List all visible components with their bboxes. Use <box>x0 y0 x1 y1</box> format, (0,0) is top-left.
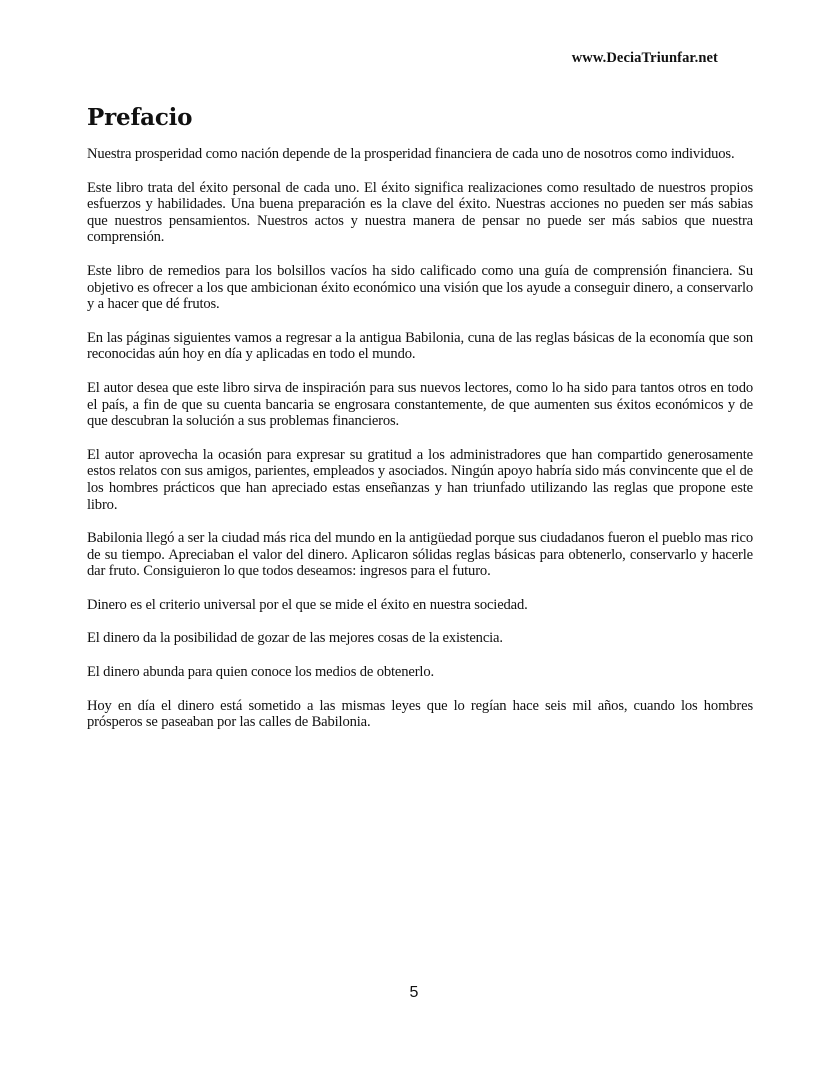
paragraph-7: Babilonia llegó a ser la ciudad más rica del mundo en la antigüedad porque sus ciudadanos fueron el pueblo mas rico de su tiempo. Apreciaban el valor del dinero. Aplicaron sólidas reglas básicas para obtenerlo, conservarlo y hacerle dar fruto. Consiguieron lo que todos deseamos: ingresos para el futuro. <box>87 530 754 580</box>
paragraph-5: El autor desea que este libro sirva de inspiración para sus nuevos lectores, como lo ha sido para tantos otros en todo el país, a fin de que su cuenta bancaria se engrosara constantemente, de que aumenten sus éxitos económicos y de que descubran la solución a sus problemas financieros. <box>87 379 753 430</box>
site-url-header: www.DeciaTriunfar.net <box>571 50 718 66</box>
paragraph-10: El dinero abunda para quien conoce los medios de obtenerlo. <box>87 664 434 681</box>
paragraph-8: Dinero es el criterio universal por el que se mide el éxito en nuestra sociedad. <box>87 596 528 613</box>
paragraph-9: El dinero da la posibilidad de gozar de las mejores cosas de la existencia. <box>87 630 503 647</box>
document-body <box>87 100 753 748</box>
paragraph-4: En las páginas siguientes vamos a regresar a la antigua Babilonia, cuna de las reglas básicas de la economía que son reconocidas aún hoy en día y aplicadas en todo el mundo. <box>87 329 753 363</box>
page-number: 5 <box>409 984 419 1001</box>
page-title: Prefacio <box>87 104 193 131</box>
paragraph-1: Nuestra prosperidad como nación depende de la prosperidad financiera de cada uno de nosotros como individuos. <box>87 146 735 162</box>
paragraph-6: El autor aprovecha la ocasión para expresar su gratitud a los administradores que han compartido generosamente estos relatos con sus amigos, parientes, empleados y asociados. Ningún apoyo habría sido más convincente que el de los hombres prácticos que han apreciado estas enseñanzas y han triunfado utilizando las reglas que propone este libro. <box>87 446 753 513</box>
paragraph-3: Este libro de remedios para los bolsillos vacíos ha sido calificado como una guía de comprensión financiera. Su objetivo es ofrecer a los que ambicionan éxito económico una visión que los ayude a conseguir dinero, a conservarlo y a hacer que dé frutos. <box>87 262 753 313</box>
paragraph-2: Este libro trata del éxito personal de cada uno. El éxito significa realizaciones como resultado de nuestros propios esfuerzos y habilidades. Una buena preparación es la clave del éxito. Nuestras acciones no pueden ser más sabias que nuestros pensamientos. Nuestros actos y nuestra manera de pensar no puede ser más sabios que nuestra comprensión. <box>87 179 753 246</box>
paragraph-11: Hoy en día el dinero está sometido a las mismas leyes que lo regían hace seis mil años, cuando los hombres prósperos se paseaban por las calles de Babilonia. <box>87 697 753 731</box>
